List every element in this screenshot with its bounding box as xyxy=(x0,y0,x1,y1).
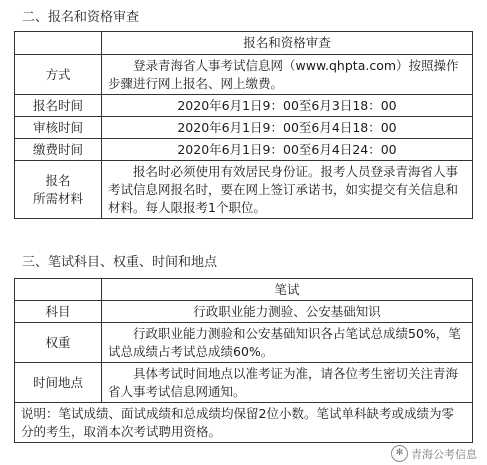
row-content-method: 登录青海省人事考试信息网（www.qhpta.com）按照操作步骤进行网上报名、网上缴费。 xyxy=(102,55,473,95)
row-content-subjects: 行政职业能力测验、公安基础知识 xyxy=(102,301,473,323)
row-content-review-time: 2020年6月1日9：00至6月4日18：00 xyxy=(102,117,473,139)
registration-table xyxy=(14,31,473,219)
watermark xyxy=(391,445,477,462)
exam-note: 说明：笔试成绩、面试成绩和总成绩均保留2位小数。笔试单科缺考或成绩为零分的考生，取消本次考试聘用资格。 xyxy=(15,403,473,443)
row-label-required-materials-line1: 报名 xyxy=(45,172,71,188)
row-content-required-materials: 报名时必须使用有效居民身份证。报考人员登录青海省人事考试信息网报名时，要在网上签订承诺书，如实提交有关信息和材料。每人限报考1个职位。 xyxy=(102,161,473,219)
row-label-subjects: 科目 xyxy=(15,301,102,323)
table-corner-cell xyxy=(15,32,102,55)
row-content-weight: 行政职业能力测验和公安基础知识各占笔试总成绩50%，笔试总成绩占考试总成绩60%。 xyxy=(102,323,473,363)
row-label-registration-time: 报名时间 xyxy=(15,95,102,117)
row-label-weight: 权重 xyxy=(15,323,102,363)
row-content-payment-time: 2020年6月1日9：00至6月4日24：00 xyxy=(102,139,473,161)
written-exam-table xyxy=(14,278,473,443)
row-label-required-materials xyxy=(15,161,102,219)
wechat-channel-icon: ✻ xyxy=(391,445,408,462)
row-content-time-location: 具体考试时间地点以准考证为准，请各位考生密切关注青海省人事考试信息网通知。 xyxy=(102,363,473,403)
section-2-title: 二、报名和资格审查 xyxy=(22,10,140,25)
section-3-title: 三、笔试科目、权重、时间和地点 xyxy=(22,255,218,270)
table-corner-cell xyxy=(15,279,102,301)
row-label-required-materials-line2: 所需材料 xyxy=(32,190,83,206)
written-exam-table-header: 笔试 xyxy=(102,279,473,301)
watermark-text: 青海公考信息 xyxy=(411,447,477,461)
row-label-review-time: 审核时间 xyxy=(15,117,102,139)
row-label-time-location: 时间地点 xyxy=(15,363,102,403)
row-content-registration-time: 2020年6月1日9：00至6月3日18：00 xyxy=(102,95,473,117)
registration-table-header: 报名和资格审查 xyxy=(102,32,473,55)
row-label-payment-time: 缴费时间 xyxy=(15,139,102,161)
row-label-method: 方式 xyxy=(15,55,102,95)
